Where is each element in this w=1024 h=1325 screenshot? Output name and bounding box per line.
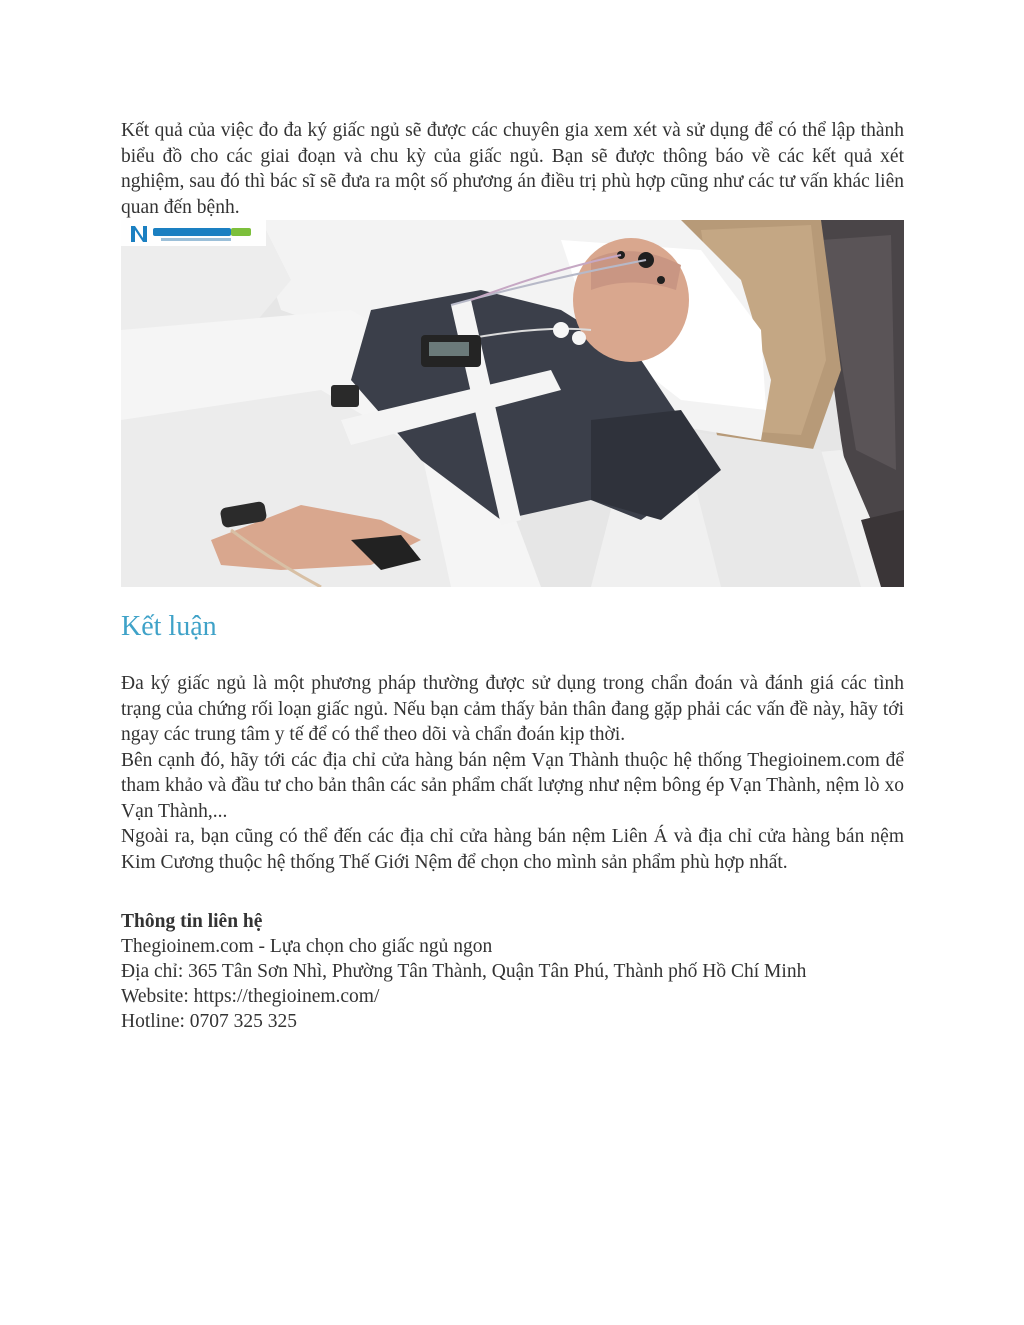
contact-title: Thông tin liên hệ	[121, 911, 263, 932]
contact-hotline: Hotline: 0707 325 325	[121, 1011, 298, 1032]
sleep-study-photo	[121, 220, 904, 587]
contact-website[interactable]: Website: https://thegioinem.com/	[121, 986, 380, 1007]
thegioinem-logo	[121, 220, 266, 246]
contact-section	[121, 909, 904, 1034]
document-page	[121, 118, 904, 1034]
conclusion-paragraph-2: Bên cạnh đó, hãy tới các địa chỉ cửa hàng bán nệm Vạn Thành thuộc hệ thống Thegioinem.com để tham khảo và đầu tư cho bản thân các sản phẩm chất lượng như nệm bông ép Vạn Thành, nệm lò xo Vạn Thành,...	[121, 749, 904, 822]
intro-paragraph: Kết quả của việc đo đa ký giấc ngủ sẽ được các chuyên gia xem xét và sử dụng để có thể lập thành biểu đồ cho các giai đoạn và chu kỳ của giấc ngủ. Bạn sẽ được thông báo về các kết quả xét nghiệm, sau đó thì bác sĩ sẽ đưa ra một số phương án điều trị phù hợp cũng như các tư vấn khác liên quan đến bệnh.	[121, 120, 904, 218]
conclusion-paragraph-3: Ngoài ra, bạn cũng có thể đến các địa chỉ cửa hàng bán nệm Liên Á và địa chỉ cửa hàng bán nệm Kim Cương thuộc hệ thống Thế Giới Nệm để chọn cho mình sản phẩm phù hợp nhất.	[121, 826, 904, 873]
contact-tagline: Thegioinem.com - Lựa chọn cho giấc ngủ ngon	[121, 936, 493, 957]
conclusion-heading: Kết luận	[121, 611, 217, 642]
contact-address: Địa chỉ: 365 Tân Sơn Nhì, Phường Tân Thành, Quận Tân Phú, Thành phố Hồ Chí Minh	[121, 961, 807, 982]
conclusion-paragraph-1: Đa ký giấc ngủ là một phương pháp thường được sử dụng trong chẩn đoán và đánh giá các tình trạng của chứng rối loạn giấc ngủ. Nếu bạn cảm thấy bản thân đang gặp phải các vấn đề này, hãy tới ngay các trung tâm y tế để có thể theo dõi và chẩn đoán kịp thời.	[121, 673, 904, 745]
